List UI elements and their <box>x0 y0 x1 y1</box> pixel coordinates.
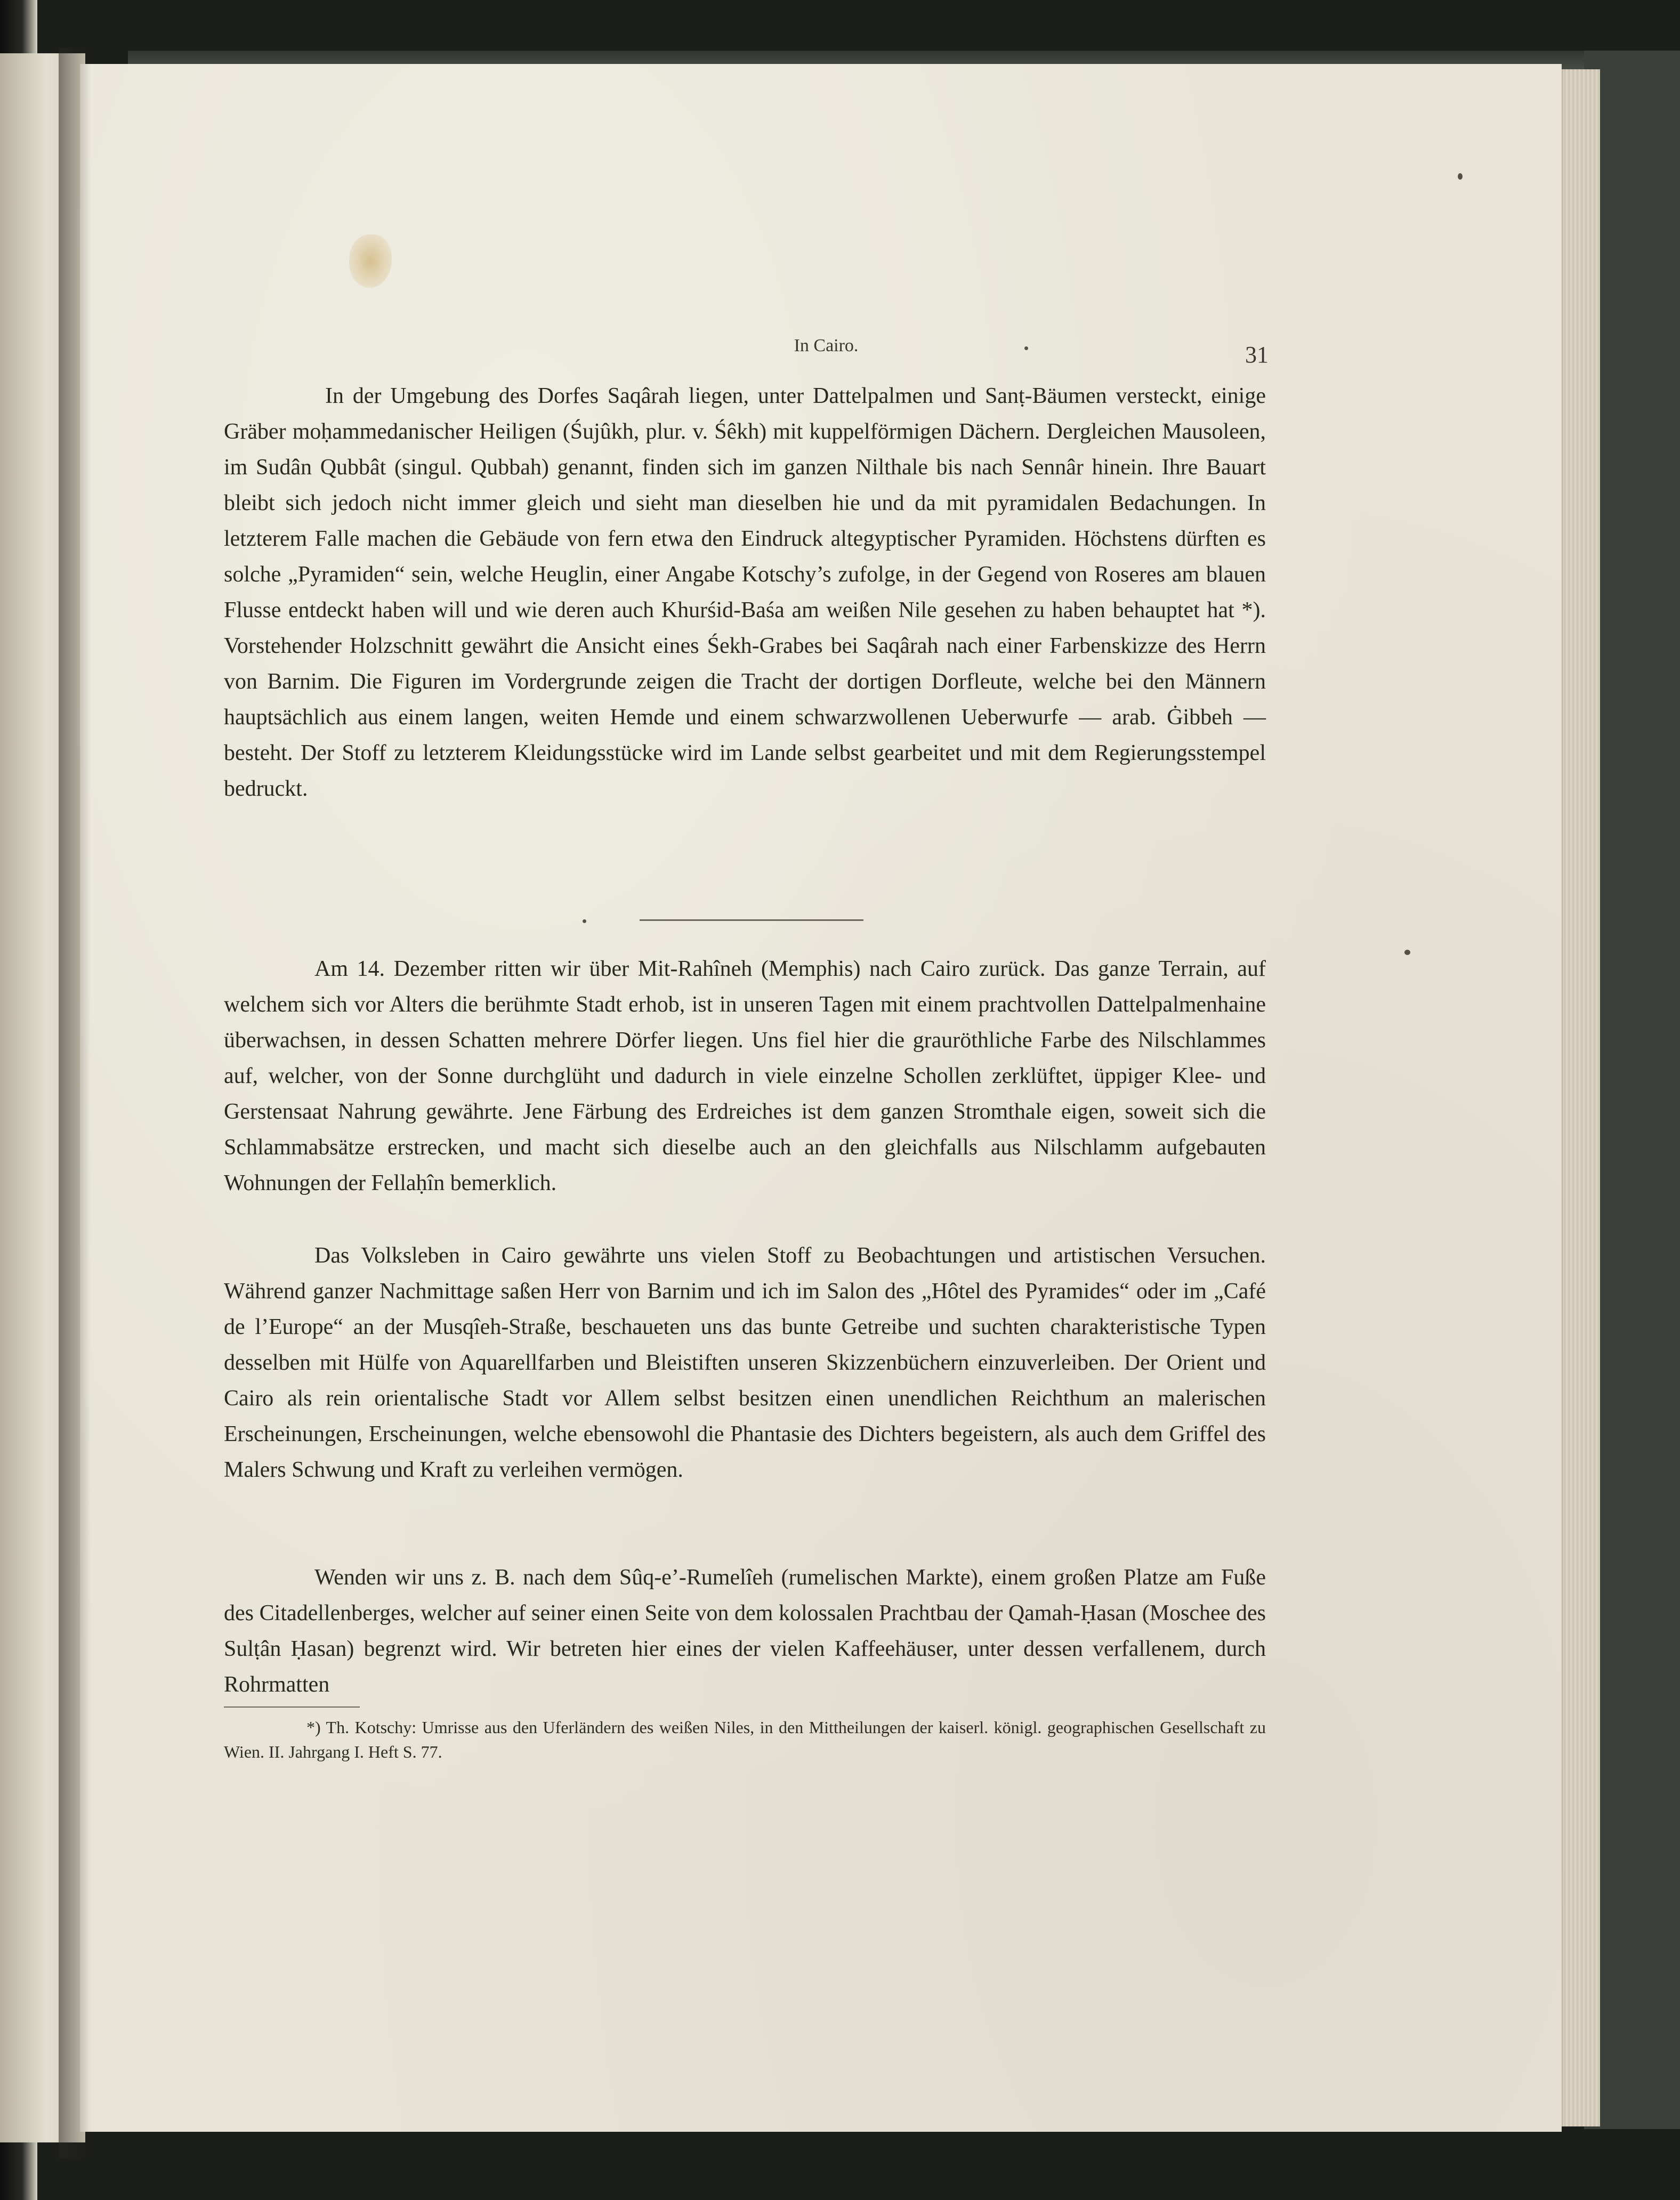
paper-speck <box>583 919 586 923</box>
page-number: 31 <box>1245 342 1269 368</box>
paper-speck <box>1024 346 1028 350</box>
paper-speck <box>1404 950 1410 955</box>
running-head: In Cairo. <box>794 336 859 355</box>
paragraph-sheikh-tombs: In der Umgebung des Dorfes Saqârah liegen, unter Dattelpalmen und Sanṭ-Bäumen versteckt, einige Gräber moḥammedanischer Heiligen (Śujûkh, plur. v. Śêkh) mit kuppelförmigen Dächern. Dergleichen Mausoleen, im Sudân Qubbât (singul. Qubbah) genannt, finden sich im ganzen Nilthale bis nach Sennâr hinein. Ihre Bauart bleibt sich jedoch nicht immer gleich und sieht man dieselben hie und da mit pyramidalen Bedachungen. In letzterem Falle machen die Gebäude von fern etwa den Eindruck altegyptischer Pyramiden. Höchstens dürften es solche „Pyramiden“ sein, welche Heuglin, einer Angabe Kotschy’s zufolge, in der Gegend von Roseres am blauen Flusse entdeckt haben will und wie deren auch Khurśid-Baśa am weißen Nile gesehen zu haben behauptet hat *). Vorstehender Holzschnitt gewährt die Ansicht eines Śekh-Grabes bei Saqârah nach einer Farbenskizze des Herrn von Barnim. Die Figuren im Vordergrunde zeigen die Tracht der dortigen Dorfleute, welche bei den Männern hauptsächlich aus einem langen, weiten Hemde und einem schwarzwollenen Ueberwurfe — arab. Ġibbeh — besteht. Der Stoff zu letzterem Kleidungsstücke wird im Lande selbst gearbeitet und mit dem Regierungsstempel bedruckt. <box>224 384 1266 801</box>
gutter-shadow <box>59 48 91 2158</box>
paragraph-return-to-cairo: Am 14. Dezember ritten wir über Mit-Rahîneh (Memphis) nach Cairo zurück. Das ganze Terrain, auf welchem sich vor Alters die berühmte Stadt erhob, ist in unseren Tagen mit einem prachtvollen Dattelpalmenhaine überwachsen, in dessen Schatten mehrere Dörfer liegen. Uns fiel hier die grauröthliche Farbe des Nilschlammes auf, welcher, von der Sonne durchglüht und dadurch in viele einzelne Schollen zerklüftet, üppiger Klee- und Gerstensaat Nahrung gewährte. Jene Färbung des Erdreiches ist dem ganzen Stromthale eigen, soweit sich die Schlammabsätze erstrecken, und macht sich dieselbe auch an den gleichfalls aus Nilschlamm aufgebauten Wohnungen der Fellaḥîn bemerklich. <box>224 957 1266 1195</box>
section-divider <box>640 919 863 921</box>
page-stack-edges <box>1562 69 1600 2126</box>
paper-speck <box>1458 173 1463 180</box>
paragraph-suq-rumelieh: Wenden wir uns z. B. nach dem Sûq-e’-Rumelîeh (rumelischen Markte), einem großen Platze am Fuße des Citadellenberges, welcher auf seiner einen Seite von dem kolossalen Prachtbau der Qamah-Ḥasan (Moschee des Sulṭân Ḥasan) begrenzt wird. Wir betreten hier eines der vielen Kaffeehäuser, unter dessen verfallenem, durch Rohrmatten <box>224 1565 1266 1697</box>
footnote-rule <box>224 1706 360 1708</box>
paragraph-cairo-street-life: Das Volksleben in Cairo gewährte uns vielen Stoff zu Beobachtungen und artistischen Versuchen. Während ganzer Nachmittage saßen Herr von Barnim und ich im Salon des „Hôtel des Pyramides“ oder im „Café de l’Europe“ an der Musqîeh-Straße, beschaueten uns das bunte Getreibe und suchten charakteristische Typen desselben mit Hülfe von Aquarellfarben und Bleistiften unseren Skizzenbüchern einzuverleiben. Der Orient und Cairo als rein orientalische Stadt vor Allem selbst besitzen einen unendlichen Reichthum an malerischen Erscheinungen, Erscheinungen, welche ebensowohl die Phantasie des Dichters begeistern, als auch dem Griffel des Malers Schwung und Kraft zu verleihen vermögen. <box>224 1243 1266 1482</box>
footnote: *) Th. Kotschy: Umrisse aus den Uferländern des weißen Niles, in den Mittheilungen der kaiserl. königl. geographischen Gesellschaft zu Wien. II. Jahrgang I. Heft S. 77. <box>224 1718 1266 1761</box>
